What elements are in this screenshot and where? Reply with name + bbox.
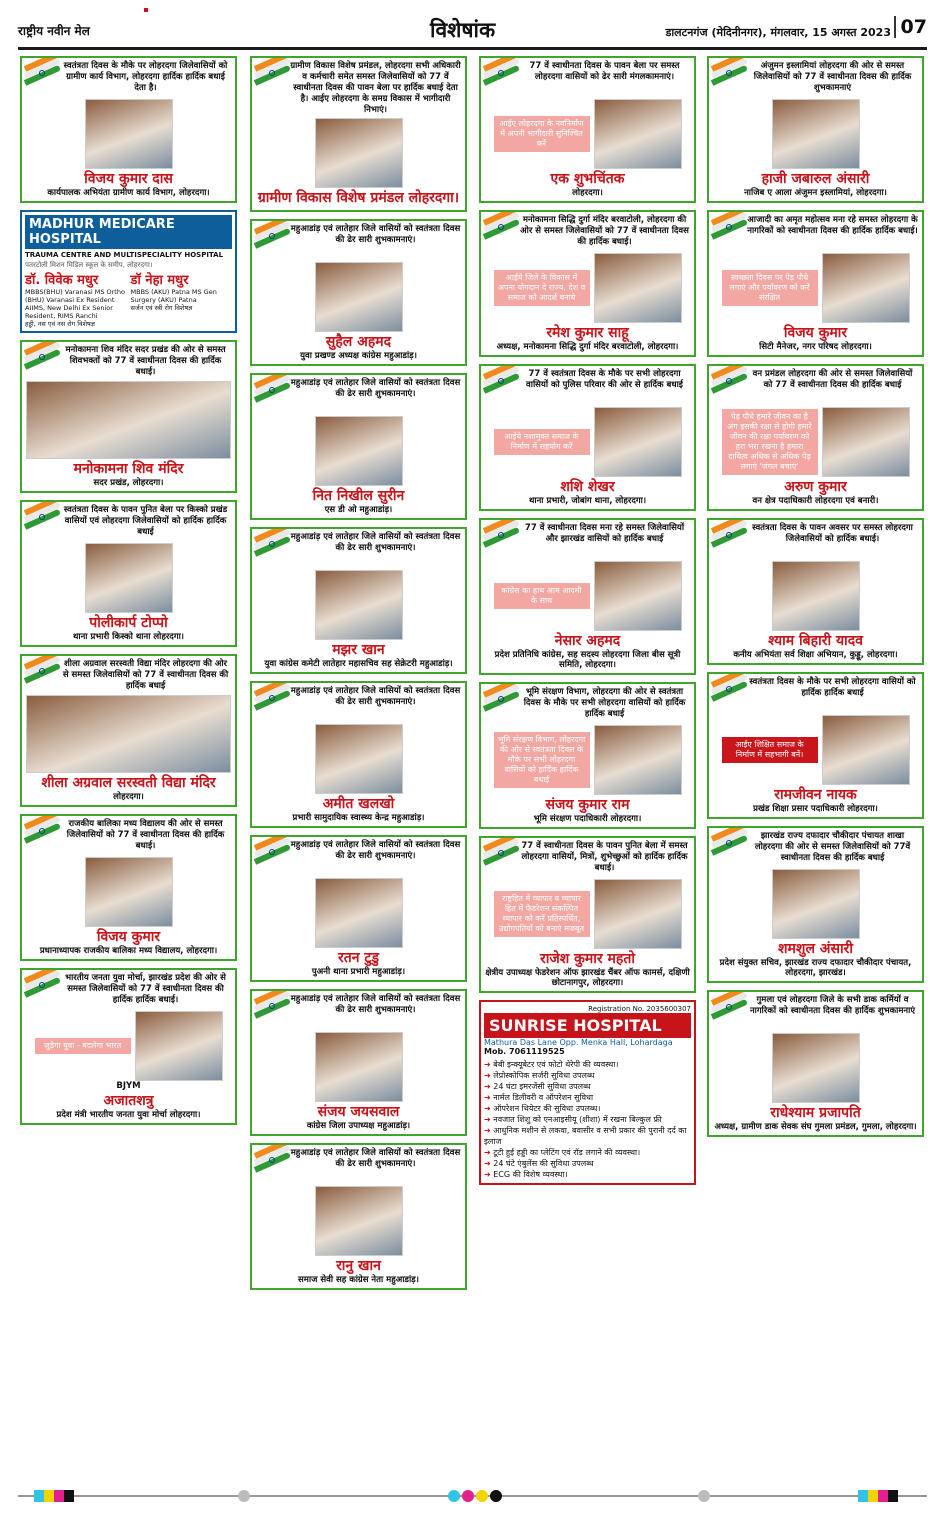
ad-visual-row: [256, 118, 461, 188]
ad-message: 77 वें स्वाधीनता दिवस के पावन पुनित बेला में समस्त लोहरदगा वासियों, मित्रों, शुभेच्छुओं को हार्दिक हार्दिक बधाई।: [521, 841, 688, 873]
ad-message: महुआडांड़ एवं लातेहार जिले वासियों को स्वतंत्रता दिवस की ढेर सारी शुभकामनाएं।: [290, 532, 461, 553]
ashoka-chakra-icon: [726, 1004, 732, 1010]
ad-name: मझर खान: [332, 642, 385, 658]
ad-name: ग्रामीण विकास विशेष प्रमंडल लोहरदगा।: [257, 190, 460, 206]
doctor-block: [25, 270, 127, 328]
hospital-subtitle: TRAUMA CENTRE AND MULTISPECIALITY HOSPITAL: [25, 251, 224, 259]
ashoka-chakra-icon: [269, 849, 275, 855]
person-photo: [85, 543, 173, 613]
person-photo: [315, 878, 403, 948]
hospital-location: पतरटोली मिशन मिडिल स्कूल के समीप, लोहरदगा।: [25, 261, 153, 269]
ashoka-chakra-icon: [498, 70, 504, 76]
color-registration-bar: [18, 1490, 927, 1502]
ad-name: श्याम बिहारी यादव: [768, 633, 863, 649]
ad-message: स्वतंत्रता दिवस के मौके पर सभी लोहरदगा वासियों को हार्दिक हार्दिक बधाई: [749, 677, 916, 698]
ashoka-chakra-icon: [726, 686, 732, 692]
greeting-ad: [250, 1143, 467, 1290]
hospital-mobile: Mob. 7061119525: [484, 1047, 565, 1056]
person-photo: [594, 561, 682, 631]
ad-name: विजय कुमार: [96, 929, 161, 945]
ashoka-chakra-icon: [726, 840, 732, 846]
ad-name: विजय कुमार: [783, 325, 848, 341]
ad-name: नेसार अहमद: [554, 633, 621, 649]
person-photo: [85, 99, 173, 169]
ad-name: अमीत खलखो: [322, 796, 395, 812]
greeting-ad: [250, 527, 467, 674]
ad-visual-row: [713, 407, 918, 477]
greeting-ad: [250, 681, 467, 828]
flag-icon: [712, 215, 752, 237]
greeting-ad: [250, 373, 467, 520]
person-photo: [315, 724, 403, 794]
doctor-speciality: हड्डी, नस एवं नस रोग विशेषज्ञ: [25, 320, 95, 328]
ad-visual-row: [713, 1033, 918, 1103]
ad-designation: प्रखंड शिक्षा प्रसार पदाधिकारी लोहरदगा।: [753, 804, 878, 814]
ad-designation: प्रदेश संयुक्त सचिव, झारखंड राज्य दफादार चौकीदार पंचायत, लोहरदगा, झारखंड।: [719, 958, 912, 978]
flag-icon: [484, 523, 524, 545]
ad-message: मनोकामना शिव मंदिर सदर प्रखंड की ओर से समस्त शिवभक्तों को 77 वें स्वाधीनता दिवस की हार्दिक बधाई।: [65, 345, 226, 377]
greeting-ad: [479, 836, 696, 993]
ad-message: स्वतंत्रता दिवस के मौके पर लोहरदगा जिलेवासियों को ग्रामीण कार्य विभाग, लोहरदगा हार्दिक हार्दिक बधाई देता है।: [63, 61, 228, 93]
ad-message: महुआडांड़ एवं लातेहार जिले वासियों को स्वतंत्रता दिवस की ढेर सारी शुभकामनाएं।: [290, 378, 461, 399]
ad-message: झारखंड राज्य दफादार चौकीदार पंचायत शाखा लोहरदगा की ओर से समस्त जिलेवासियों को 77वें स्वाधीनता दिवस की हार्दिक बधाई: [754, 831, 911, 863]
doctor-name: डॉ. विवेक मधुर: [25, 273, 99, 288]
person-photo: [85, 857, 173, 927]
ashoka-chakra-icon: [498, 696, 504, 702]
flag-icon: [712, 523, 752, 545]
doctor-qualification: MBBS (AKU) Patna MS Gen Surgery (AKU) Patna: [130, 288, 217, 304]
ad-visual-row: [256, 416, 461, 486]
ashoka-chakra-icon: [498, 532, 504, 538]
ashoka-chakra-icon: [726, 532, 732, 538]
ad-message: वन प्रमंडल लोहरदगा की ओर से समस्त जिलेवासियों को 77 वें स्वाधीनता दिवस की हार्दिक बधाई: [752, 369, 913, 390]
ad-message: महुआडांड़ एवं लातेहार जिले वासियों को स्वतंत्रता दिवस की ढेर सारी शुभकामनाएं।: [290, 224, 461, 245]
service-item: ➜ नवजात शिशु को एनआइसीयू (शीशा) में रखना बिल्कुल फ्री: [484, 1114, 691, 1125]
flag-icon: [25, 505, 65, 527]
ad-designation: भूमि संरक्षण पदाधिकारी लोहरदगा।: [533, 814, 642, 824]
ad-name: हाजी जबारुल अंसारी: [761, 171, 870, 187]
ashoka-chakra-icon: [269, 70, 275, 76]
ad-message: महुआडांड़ एवं लातेहार जिले वासियों को स्वतंत्रता दिवस की ढेर सारी शुभकामनाएं।: [290, 1148, 461, 1169]
ashoka-chakra-icon: [39, 828, 45, 834]
flag-icon: [712, 61, 752, 83]
ad-designation: युवा कांग्रेस कमेटी लातेहार महासचिव सह सेक्रेटरी महुआडांड़।: [264, 659, 453, 669]
person-photo: [315, 1186, 403, 1256]
ad-message: स्वतंत्रता दिवस के पावन अवसर पर समस्त लोहरदगा जिलेवासियों को हार्दिक बधाई।: [752, 523, 913, 544]
ad-slogan-box: आईये जिले के विकास में अपना योगदान दे राज्य, देश व समाज को आदर्श बनाये: [494, 270, 590, 306]
ad-designation: कनीय अभियंता सर्व शिक्षा अभियान, कुड्डू, लोहरदगा।: [733, 650, 898, 660]
ad-visual-row: [26, 857, 231, 927]
ashoka-chakra-icon: [269, 1157, 275, 1163]
hospital-name: MADHUR MEDICARE HOSPITAL: [25, 215, 232, 249]
service-item: ➜ टूटी हुई हड्डी का प्लेटिंग एवं रॉड लगाने की व्यवस्था।: [484, 1147, 691, 1158]
ad-name: रानु खान: [336, 1258, 381, 1274]
service-item: ➜ नार्मल डिलीवरी व ऑपरेशन सुविधा: [484, 1092, 691, 1103]
ad-visual-row: [713, 715, 918, 785]
hospital-address: Mathura Das Lane Opp. Menka Hall, Lohardaga: [484, 1038, 673, 1047]
ashoka-chakra-icon: [39, 514, 45, 520]
ad-message: ग्रामीण विकास विशेष प्रमंडल, लोहरदगा सभी अधिकारी व कर्मचारी समेत समस्त जिलेवासियों को 77 वें स्वाधीनता दिवस की पावन बेला पर हार्दिक बधाई देता है। आईए लोहरदगा के समग्र विकास में भागीदारी निभाएं।: [290, 61, 461, 115]
ashoka-chakra-icon: [498, 378, 504, 384]
ad-designation: एस डी ओ महुआडांड़।: [324, 505, 393, 515]
ad-name: पोलीकार्प टोप्पो: [89, 615, 168, 631]
service-item: ➜ लेप्रोस्कोपिक सर्जरी सुविधा उपलब्ध: [484, 1070, 691, 1081]
ashoka-chakra-icon: [269, 695, 275, 701]
ad-slogan-box: राष्ट्रहित में व्यापार व व्यापार हित में फेडरेशन संकल्पित व्यापार को करें प्रतिस्पर्धित, उद्योगपतियों को बनाएं मजबूत: [494, 891, 590, 937]
ad-message: मनोकामना सिद्धि दुर्गा मंदिर बरवाटोली, लोहरदगा की ओर से समस्त जिलेवासियों को 77 वें स्वाधीनता दिवस की हार्दिक बधाई।: [520, 215, 689, 247]
greeting-ad: [250, 56, 467, 212]
person-photo: [315, 570, 403, 640]
bird-logo-icon: [144, 8, 148, 12]
page-number: 07: [894, 16, 927, 38]
ad-visual-row: [713, 253, 918, 323]
flag-icon: [25, 973, 65, 995]
ad-message: गुमला एवं लोहरदगा जिले के सभी डाक कर्मियों व नागरिकों को स्वाधीनता दिवस की हार्दिक शुभकामनाएं: [749, 995, 916, 1016]
ad-visual-row: [485, 725, 690, 795]
flag-icon: [484, 687, 524, 709]
ad-name: राजेश कुमार महतो: [540, 951, 635, 967]
registration-number: Registration No. 2035600307: [588, 1005, 691, 1013]
ad-message: आजादी का अमृत महोत्सव मना रहे समस्त लोहरदगा के नागरिकों को स्वाधीनता दिवस की हार्दिक हार्दिक बधाई।: [747, 215, 918, 236]
service-item: ➜ 24 घंटा इमरजेंसी सुविधा उपलब्ध: [484, 1081, 691, 1092]
flag-icon: [25, 61, 65, 83]
ashoka-chakra-icon: [498, 224, 504, 230]
ad-designation: कार्यपालक अभियंता ग्रामीण कार्य विभाग, लोहरदगा।: [47, 188, 210, 198]
ad-visual-row: [485, 253, 690, 323]
ad-name: शमशुल अंसारी: [778, 941, 853, 957]
section-title: विशेषांक: [430, 18, 496, 42]
ad-message: 77 वें स्वाधीनता दिवस के पावन बेला पर समस्त लोहरदगा वासियों को ढेर सारी मंगलकामनाएं।: [529, 61, 680, 82]
ashoka-chakra-icon: [726, 70, 732, 76]
person-photo: [315, 1032, 403, 1102]
ad-name: मनोकामना शिव मंदिर: [73, 461, 184, 477]
person-photo: [594, 99, 682, 169]
services-list: [484, 1059, 691, 1180]
ad-visual-row: [256, 262, 461, 332]
ad-visual-row: [256, 1186, 461, 1256]
ad-slogan-box: पेड़ पौधे हमारे जीवन का है अंग इसकी रक्षा से होगी हमारे जीवन की रक्षा पर्यावरण को हरा भरा रखना है हमारा दायित्व अधिक से अधिक पेड़ लगाएं 'जंगल बचाएं': [722, 409, 818, 475]
ad-designation: लोहरदगा।: [113, 792, 144, 802]
greeting-ad: [479, 210, 696, 357]
ad-designation: लोहरदगा।: [572, 188, 603, 198]
flag-icon: [484, 841, 524, 863]
greeting-ad: [707, 826, 924, 983]
flag-icon: [255, 532, 295, 554]
ad-name: एक शुभचिंतक: [550, 171, 625, 187]
ad-visual-row: [713, 869, 918, 939]
greeting-ad: [20, 654, 237, 807]
ad-name: राधेश्याम प्रजापति: [770, 1105, 861, 1121]
ashoka-chakra-icon: [726, 224, 732, 230]
ad-name: रमेश कुमार साहू: [546, 325, 629, 341]
ashoka-chakra-icon: [39, 70, 45, 76]
person-photo: [594, 879, 682, 949]
greeting-ad: [479, 56, 696, 203]
ad-visual-row: [256, 570, 461, 640]
sunrise-hospital-ad: [479, 1000, 696, 1185]
flag-icon: [25, 659, 65, 681]
ad-slogan-box: भूमि संरक्षण विभाग, लोहरदगा की ओर से स्वतंत्रता दिवस के मौके पर सभी लोहरदगा वासियों को हार्दिक हार्दिक बधाई: [494, 732, 590, 788]
person-photo: [594, 725, 682, 795]
ad-visual-row: [26, 543, 231, 613]
ad-message: अंजुमन इस्लामियां लोहरदगा की ओर से समस्त जिलेवासियों को 77 वें स्वाधीनता दिवस की हार्दिक शुभकामनाएं: [753, 61, 912, 93]
flag-icon: [712, 995, 752, 1017]
ad-message: महुआडांड़ एवं लातेहार जिले वासियों को स्वतंत्रता दिवस की ढेर सारी शुभकामनाएं।: [290, 840, 461, 861]
greeting-ad: [20, 814, 237, 961]
ad-visual-row: [485, 879, 690, 949]
ad-logo-text: BJYM: [116, 1081, 141, 1091]
ad-name: नित निखील सुरीन: [312, 488, 405, 504]
ad-designation: नाजिब ए आला अंजुमन इस्लामियां, लोहरदगा।: [744, 188, 887, 198]
flag-icon: [255, 61, 295, 83]
flag-icon: [712, 677, 752, 699]
flag-icon: [712, 831, 752, 853]
ad-message: महुआडांड़ एवं लातेहार जिले वासियों को स्वतंत्रता दिवस की ढेर सारी शुभकामनाएं।: [290, 686, 461, 707]
person-photo: [822, 253, 910, 323]
ad-designation: पुअनी थाना प्रभारी महुआडांड़।: [311, 967, 406, 977]
flag-icon: [255, 1148, 295, 1170]
doctor-qualification: MBBS(BHU) Varanasi MS Ortho (BHU) Varanasi Ex Resident AIIMS, New Delhi Ex Senior Resident, RIMS Ranchi: [25, 288, 125, 320]
greeting-ad: [707, 672, 924, 819]
ashoka-chakra-icon: [269, 1003, 275, 1009]
flag-icon: [484, 215, 524, 237]
ashoka-chakra-icon: [269, 233, 275, 239]
greeting-ad: [479, 364, 696, 511]
ad-visual-row: [713, 99, 918, 169]
ashoka-chakra-icon: [498, 850, 504, 856]
person-photo: [822, 407, 910, 477]
ad-name: संजय कुमार राम: [545, 797, 630, 813]
flag-icon: [255, 840, 295, 862]
ad-message: 77 वें स्वतंत्रता दिवस के मौके पर सभी लोहरदगा वासियों को पुलिस परिवार की ओर से हार्दिक बधाई: [526, 369, 683, 390]
greeting-ad: [479, 518, 696, 675]
ad-designation: वन क्षेत्र पदाधिकारी लोहरदगा एवं बनारी।: [752, 496, 879, 506]
ad-visual-row: [256, 724, 461, 794]
ad-designation: अध्यक्ष, मनोकामना सिद्धि दुर्गा मंदिर बरवाटोली, लोहरदगा।: [496, 342, 679, 352]
person-photo: [594, 407, 682, 477]
person-photo: [315, 416, 403, 486]
flag-icon: [484, 369, 524, 391]
person-photo: [772, 99, 860, 169]
ad-designation: युवा प्रखण्ड अध्यक्ष कांग्रेस महुआडांड़।: [300, 351, 417, 361]
greeting-ad: [707, 56, 924, 203]
greeting-ad: [250, 989, 467, 1136]
flag-icon: [484, 61, 524, 83]
greeting-ad: [707, 990, 924, 1137]
column-1: [20, 56, 237, 1132]
service-item: ➜ आधुनिक मशीन से लकवा, बवासीर व सभी प्रकार की पुरानी दर्द का इलाज: [484, 1125, 691, 1147]
ashoka-chakra-icon: [269, 387, 275, 393]
ad-visual-row: [26, 99, 231, 169]
person-photo: [135, 1011, 223, 1081]
flag-icon: [255, 994, 295, 1016]
doctor-block: [131, 270, 233, 328]
header-rule: [18, 47, 927, 50]
service-item: ➜ बेबी इन्क्यूबेटर एवं फोटो थेरेपी की व्यवस्था।: [484, 1059, 691, 1070]
ad-designation: थाना प्रभारी किस्को थाना लोहरदगा।: [72, 632, 185, 642]
greeting-ad: [707, 210, 924, 357]
service-item: ➜ ECG की विशेष व्यवस्था।: [484, 1169, 691, 1180]
person-photo: [315, 262, 403, 332]
ad-designation: सदर प्रखंड, लोहरदगा।: [93, 478, 164, 488]
service-item: ➜ 24 घंटे एंबुलेंस की सुविधा उपलब्ध: [484, 1158, 691, 1169]
ad-name: अजातशत्रु: [103, 1093, 154, 1109]
ad-message: महुआडांड़ एवं लातेहार जिले वासियों को स्वतंत्रता दिवस की ढेर सारी शुभकामनाएं।: [290, 994, 461, 1015]
ad-visual-row: [485, 407, 690, 477]
person-photo: [772, 869, 860, 939]
ad-visual-row: [256, 878, 461, 948]
ad-designation: प्रभारी सामुदायिक स्वास्थ्य केन्द्र महुआडांड़।: [292, 813, 425, 823]
ad-message: भूमि संरक्षण विभाग, लोहरदगा की ओर से स्वतंत्रता दिवस के मौके पर सभी लोहरदगा वासियों को हार्दिक हार्दिक बधाई: [523, 687, 686, 719]
ad-name: शीला अग्रवाल सरस्वती विद्या मंदिर: [41, 775, 216, 791]
person-photo: [822, 715, 910, 785]
column-4: [707, 56, 924, 1144]
ashoka-chakra-icon: [39, 982, 45, 988]
ad-photo: [26, 381, 231, 459]
doctor-name: डॉ नेहा मधुर: [130, 273, 189, 288]
greeting-ad: [20, 340, 237, 493]
ad-designation: प्रधानाध्यापक राजकीय बालिका मध्य विद्यालय, लोहरदगा।: [39, 946, 218, 956]
page-header: [18, 14, 927, 48]
doctor-row: [25, 270, 232, 328]
ad-slogan-box: आईए लोहरदगा के नवनिर्माण में अपनी भागीदारी सुनिश्चित करें: [494, 116, 590, 152]
ad-name: शशि शेखर: [560, 479, 615, 495]
ad-name: विजय कुमार दास: [84, 171, 173, 187]
flag-icon: [255, 686, 295, 708]
ad-visual-row: [256, 1032, 461, 1102]
person-photo: [315, 118, 403, 188]
ad-visual-row: [26, 1011, 231, 1081]
greeting-ad: [479, 682, 696, 829]
dateline: डालटनगंज (मेदिनीनगर), मंगलवार, 15 अगस्त 2023: [665, 26, 891, 39]
ad-visual-row: [485, 561, 690, 631]
greeting-ad: [250, 835, 467, 982]
ad-message: राजकीय बालिका मध्य विद्यालय की ओर से समस्त जिलेवासियों को 77 वें स्वाधीनता दिवस की हार्दिक बधाई।: [66, 819, 225, 851]
madhur-hospital-ad: [20, 210, 237, 333]
ad-slogan-box: स्वच्छता दिवस पर पेड़ पौधे लगाएं और पर्यावरण को करें संरक्षित: [722, 270, 818, 306]
newspaper-brand: राष्ट्रीय नवीन मेल: [18, 24, 90, 38]
flag-icon: [255, 378, 295, 400]
ad-designation: क्षेत्रीय उपाध्यक्ष फेडरेशन ऑफ झारखंड चैंबर ऑफ कामर्स, दक्षिणी छोटानागपुर, लोहरदगा।: [485, 968, 690, 988]
hospital-name: SUNRISE HOSPITAL: [484, 1013, 691, 1038]
flag-icon: [25, 345, 65, 367]
flag-icon: [25, 819, 65, 841]
greeting-ad: [250, 219, 467, 366]
greeting-ad: [707, 518, 924, 665]
ad-name: सुहैल अहमद: [325, 334, 392, 350]
person-photo: [772, 1033, 860, 1103]
ad-photo: [26, 695, 231, 773]
ad-visual-row: [713, 561, 918, 631]
ad-designation: समाज सेवी सह कांग्रेस नेता महुआडांड़।: [298, 1275, 419, 1285]
column-3: [479, 56, 696, 1185]
ad-name: रतन टुडु: [338, 950, 379, 966]
ad-slogan-box: आईए शिक्षित समाज के निर्माण में सहभागी बनें।: [722, 737, 818, 763]
ad-designation: सिटी मैनेजर, नगर परिषद लोहरदगा।: [759, 342, 872, 352]
greeting-ad: [20, 968, 237, 1125]
ashoka-chakra-icon: [39, 354, 45, 360]
flag-icon: [255, 224, 295, 246]
ashoka-chakra-icon: [726, 378, 732, 384]
doctor-speciality: सर्जन एवं स्त्री रोग विशेषज्ञ: [130, 304, 193, 312]
flag-icon: [712, 369, 752, 391]
ad-slogan-box: कांग्रेस का हाथ आम आदमी के साथ: [494, 583, 590, 609]
service-item: ➜ ऑपरेशन थियेटर की सुविधा उपलब्ध।: [484, 1103, 691, 1114]
ad-slogan-box: आईये नशामुक्त समाज के निर्माण में सहयोग करें: [494, 429, 590, 455]
ad-designation: प्रदेश प्रतिनिधि कांग्रेस, सह सदस्य लोहरदगा जिला बीस सूत्री समिति, लोहरदगा।: [494, 650, 681, 670]
ad-message: 77 वें स्वाधीनता दिवस मना रहे समस्त जिलेवासियों और झारखंड वासियों को हार्दिक बधाई: [524, 523, 685, 544]
ad-designation: प्रदेश मंत्री भारतीय जनता युवा मोर्चा लोहरदगा।: [56, 1110, 201, 1120]
ad-name: रामजीवन नायक: [774, 787, 857, 803]
greeting-ad: [20, 500, 237, 647]
ad-message: स्वतंत्रता दिवस के पावन पुनित बेला पर किस्को प्रखंड वासियों एवं लोहरदगा जिलेवासियों को हार्दिक हार्दिक बधाई: [63, 505, 228, 537]
greeting-ad: [20, 56, 237, 203]
person-photo: [772, 561, 860, 631]
ad-message: भारतीय जनता युवा मोर्चा, झारखंड प्रदेश की ओर से समस्त जिलेवासियों को 77 वें स्वाधीनता दिवस की हार्दिक हार्दिक बधाई।: [65, 973, 226, 1005]
greeting-ad: [707, 364, 924, 511]
ad-designation: थाना प्रभारी, जोबांग थाना, लोहरदगा।: [528, 496, 647, 506]
ad-name: अरुण कुमार: [784, 479, 847, 495]
ashoka-chakra-icon: [39, 668, 45, 674]
ad-name: संजय जयसवाल: [317, 1104, 400, 1120]
ad-slogan-box: जुड़ेगा युवा - बदलेगा भारत: [35, 1038, 131, 1054]
ad-visual-row: [485, 99, 690, 169]
ad-designation: कांग्रेस जिला उपाध्यक्ष महुआडांड़।: [306, 1121, 411, 1131]
ashoka-chakra-icon: [269, 541, 275, 547]
ad-message: शीला अग्रवाल सरस्वती विद्या मंदिर लोहरदगा की ओर से समस्त जिलेवासियों को 77 वें स्वाधीनता दिवस की हार्दिक बधाई: [62, 659, 229, 691]
ad-designation: अध्यक्ष, ग्रामीण डाक सेवक संघ गुमला प्रमंडल, गुमला, लोहरदगा।: [714, 1122, 917, 1132]
column-2: [250, 56, 467, 1297]
person-photo: [594, 253, 682, 323]
